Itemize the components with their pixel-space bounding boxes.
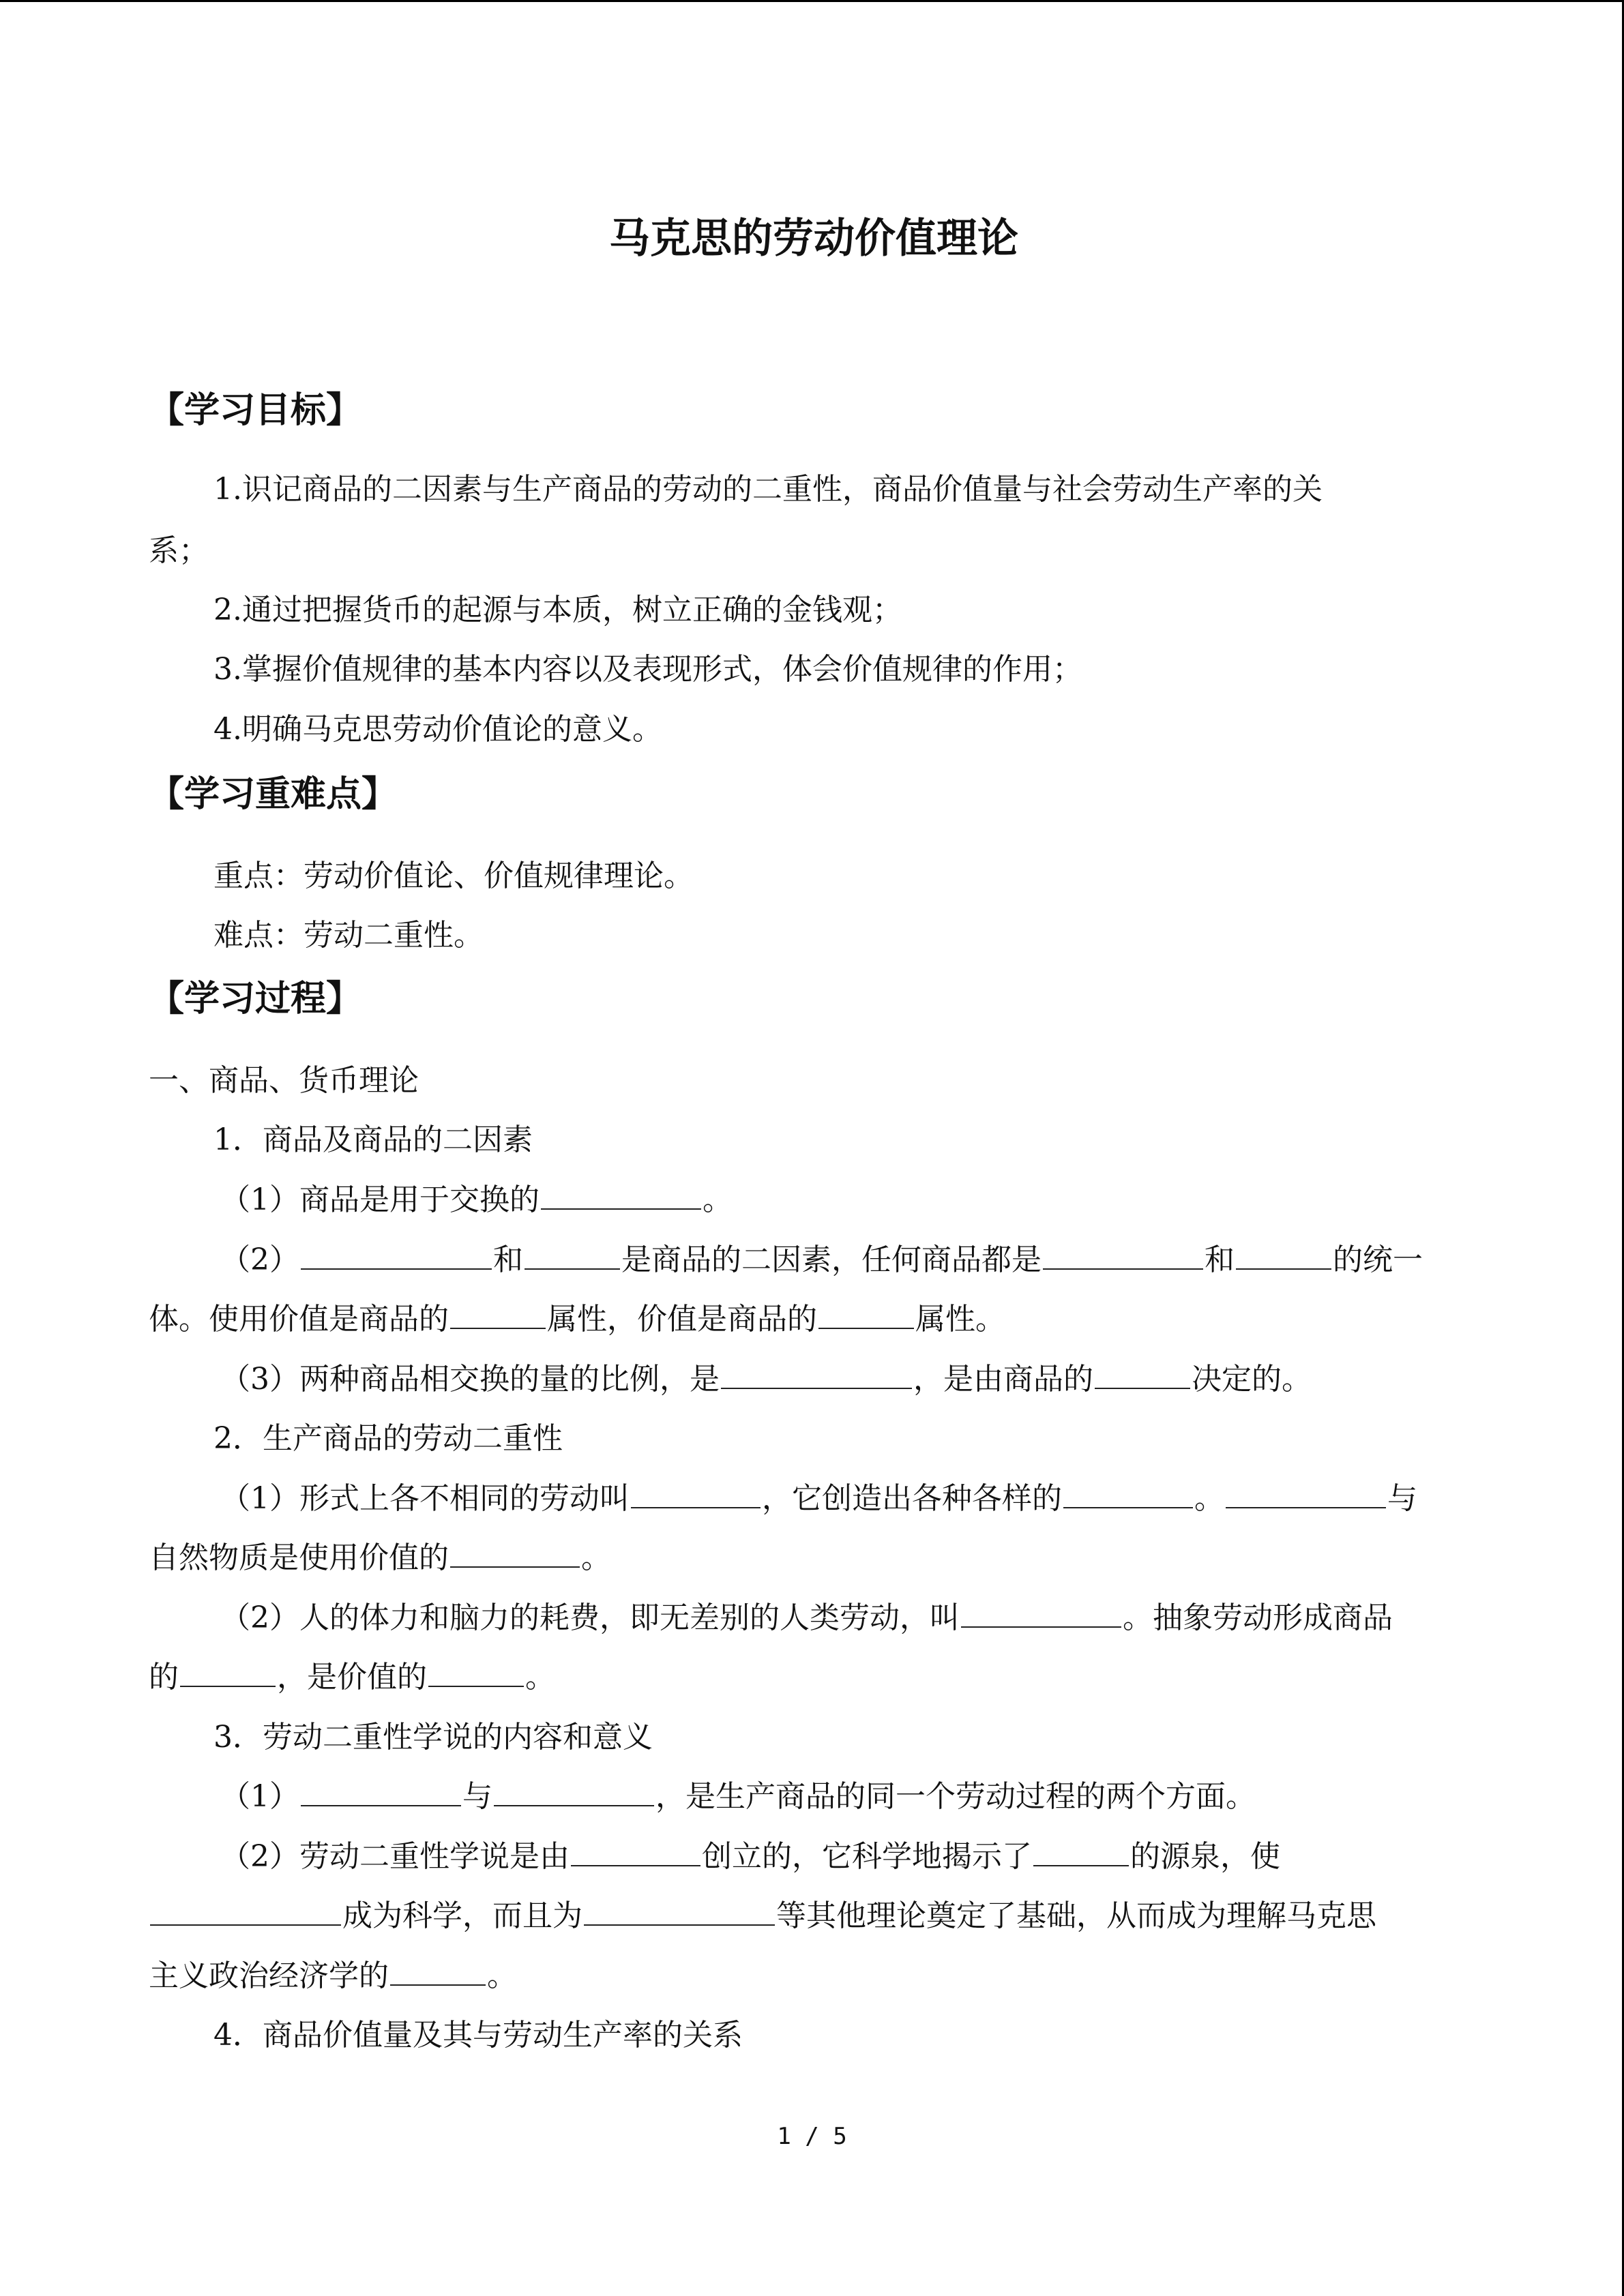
fill-blank[interactable] [301, 1775, 461, 1806]
item1-title: 1．商品及商品的二因素 [213, 1122, 533, 1157]
fill-blank[interactable] [450, 1298, 546, 1329]
item4-title: 4．商品价值量及其与劳动生产率的关系 [213, 2018, 743, 2053]
item1-para2-line2: 体。使用价值是商品的 属性，价值是商品的 属性。 [149, 1292, 1005, 1347]
heading-process: 【学习过程】 [149, 979, 362, 1019]
fill-blank[interactable] [525, 1238, 620, 1270]
fill-blank[interactable] [1095, 1358, 1190, 1389]
fill-blank[interactable] [1033, 1835, 1129, 1866]
fill-blank[interactable] [301, 1238, 492, 1270]
part1-title: 一、商品、货币理论 [149, 1063, 419, 1098]
fill-blank[interactable] [721, 1358, 912, 1389]
fill-blank[interactable] [1226, 1477, 1386, 1508]
fill-blank[interactable] [1236, 1238, 1331, 1270]
objective-2: 2.通过把握货币的起源与本质，树立正确的金钱观； [213, 593, 902, 627]
heading-keypoints: 【学习重难点】 [149, 774, 398, 815]
objective-1-line-1: 1.识记商品的二因素与生产商品的劳动的二重性，商品价值量与社会劳动生产率的关 [213, 472, 1323, 507]
objective-4: 4.明确马克思劳动价值论的意义。 [213, 712, 662, 747]
fill-blank[interactable] [180, 1656, 276, 1687]
item1-para1: （1）商品是用于交换的 。 [220, 1173, 733, 1227]
item2-title: 2．生产商品的劳动二重性 [213, 1421, 563, 1456]
item1-para3: （3）两种商品相交换的量的比例，是 ，是由商品的 决定的。 [220, 1352, 1312, 1407]
fill-blank[interactable] [541, 1178, 701, 1210]
item3-para2-line2: 成为科学，而且为 等其他理论奠定了基础，从而成为理解马克思 [149, 1889, 1376, 1943]
fill-blank[interactable] [961, 1596, 1121, 1628]
fill-blank[interactable] [818, 1298, 914, 1329]
item3-para2-line3: 主义政治经济学的 。 [149, 1949, 517, 2003]
item3-para2-line1: （2）劳动二重性学说是由 创立的，它科学地揭示了 的源泉，使 [220, 1830, 1280, 1884]
fill-blank[interactable] [584, 1894, 775, 1926]
fill-blank[interactable] [428, 1656, 524, 1687]
keypoint-difficulty: 难点：劳动二重性。 [213, 918, 484, 953]
page-number: 1 / 5 [777, 2123, 847, 2150]
fill-blank[interactable] [390, 1954, 486, 1986]
page-border-top [0, 0, 1624, 2]
objective-3: 3.掌握价值规律的基本内容以及表现形式，体会价值规律的作用； [213, 652, 1082, 687]
item2-para1-line1: （1）形式上各不相同的劳动叫 ，它创造出各种各样的 。 与 [220, 1472, 1417, 1526]
item3-title: 3．劳动二重性学说的内容和意义 [213, 1720, 653, 1755]
item2-para1-line2: 自然物质是使用价值的 。 [149, 1531, 611, 1585]
objective-1-line-2: 系； [149, 533, 209, 568]
item3-para1: （1） 与 ，是生产商品的同一个劳动过程的两个方面。 [220, 1770, 1256, 1824]
item1-para2-line1: （2） 和 是商品的二因素，任何商品都是 和 的统一 [220, 1233, 1423, 1287]
fill-blank[interactable] [1043, 1238, 1203, 1270]
fill-blank[interactable] [494, 1775, 654, 1806]
fill-blank[interactable] [571, 1835, 700, 1866]
heading-objectives: 【学习目标】 [149, 390, 362, 431]
fill-blank[interactable] [631, 1477, 761, 1508]
fill-blank[interactable] [450, 1536, 580, 1568]
item2-para2-line2: 的 ，是价值的 。 [149, 1650, 555, 1705]
page-title: 马克思的劳动价值理论 [609, 215, 1018, 263]
fill-blank[interactable] [150, 1894, 341, 1926]
fill-blank[interactable] [1063, 1477, 1193, 1508]
keypoint-focus: 重点：劳动价值论、价值规律理论。 [213, 859, 694, 893]
item2-para2-line1: （2）人的体力和脑力的耗费，即无差别的人类劳动，叫 。抽象劳动形成商品 [220, 1591, 1393, 1645]
